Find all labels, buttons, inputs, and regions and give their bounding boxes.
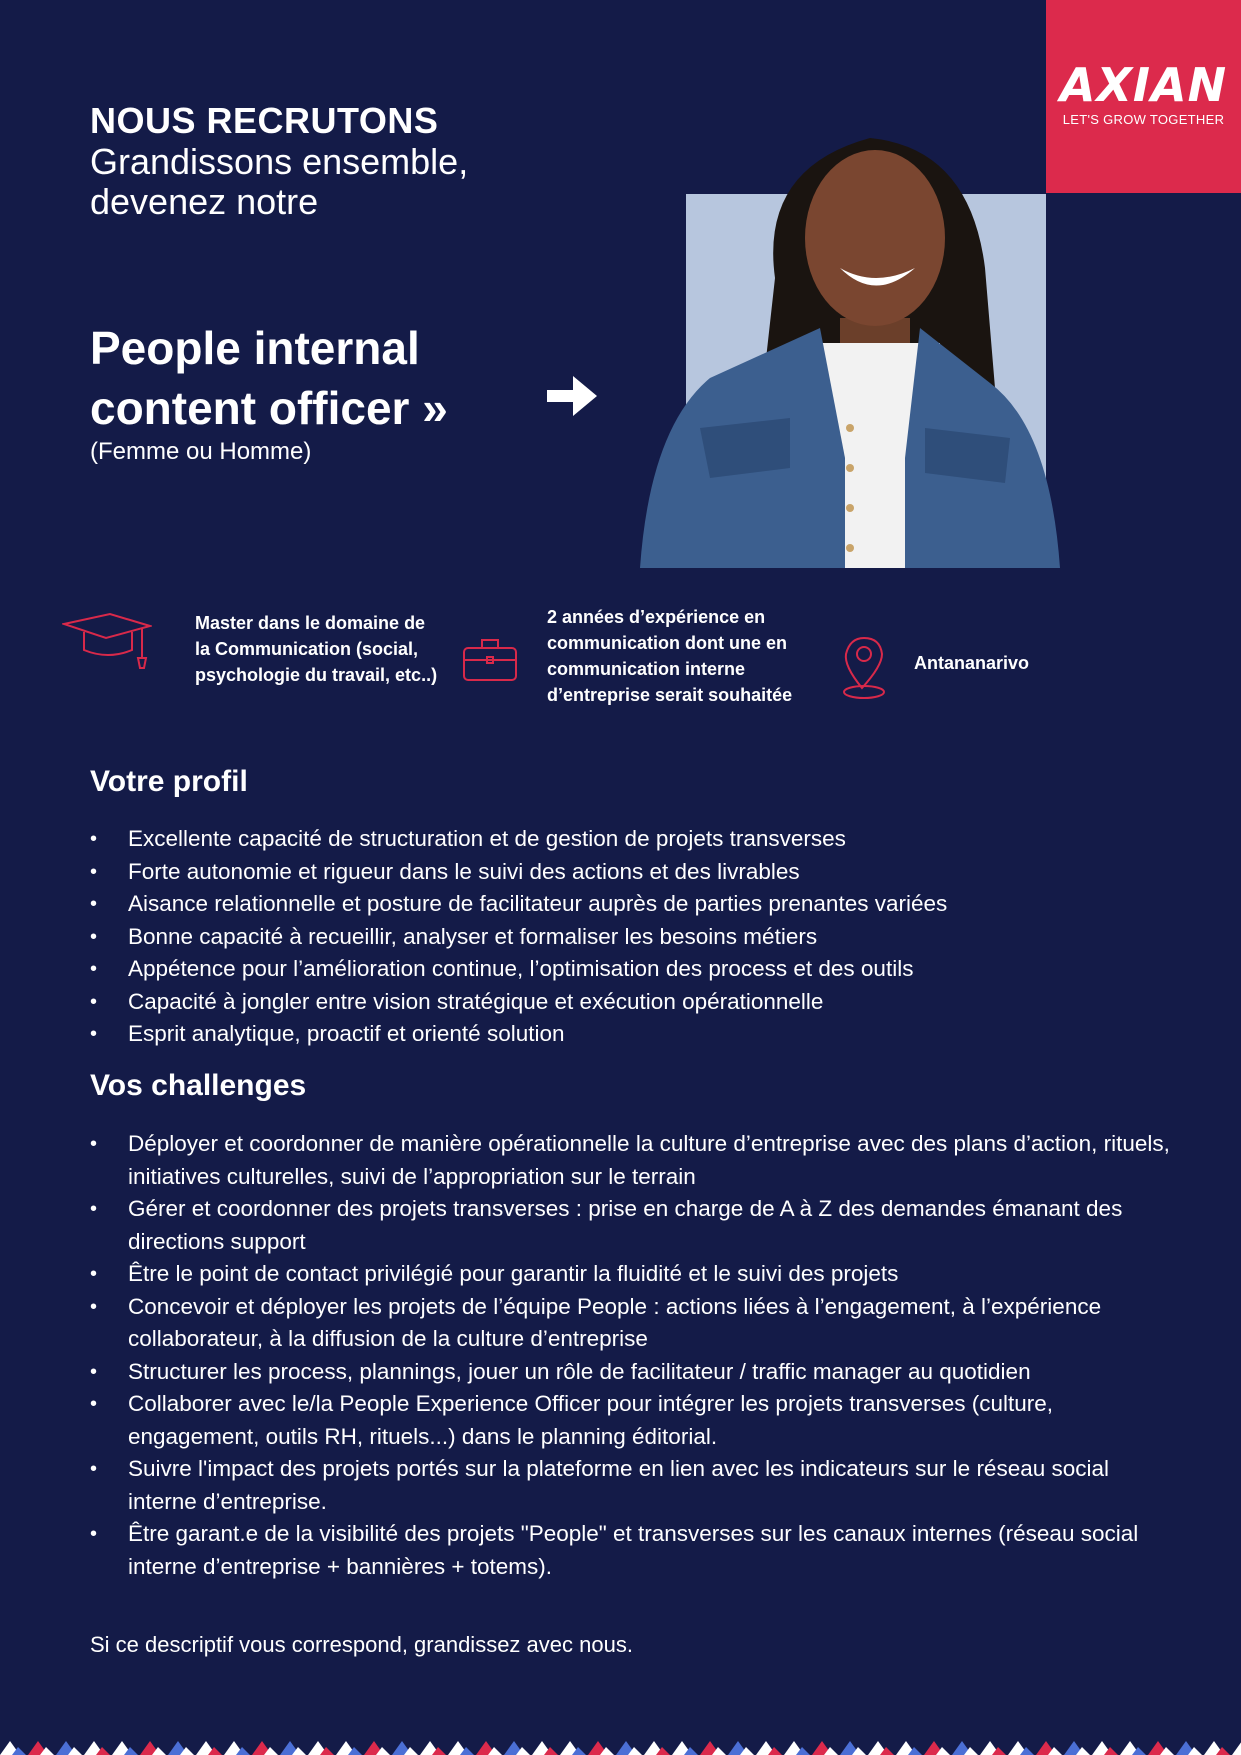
candidate-photo: [640, 128, 1060, 568]
requirement-education: [62, 610, 445, 688]
tagline: [90, 142, 570, 222]
job-title-line-2: content officer »: [90, 382, 448, 434]
logo-wordmark: AXIAN: [1059, 58, 1228, 112]
requirement-location-text: Antananarivo: [914, 653, 1030, 673]
profile-title: Votre profil: [90, 765, 248, 798]
requirement-location: [838, 636, 1029, 702]
brand-logo: [1046, 0, 1241, 193]
requirement-experience: [460, 604, 817, 708]
list-item: • Déployer et coordonner de manière opérationnelle la culture d’entreprise avec des plans d’action, rituels, initiatives culturelles, suivi de l’appropriation sur le terrain: [90, 1128, 1170, 1193]
list-item: • Suivre l'impact des projets portés sur la plateforme en lien avec les indicateurs sur le réseau social interne d’entreprise.: [90, 1453, 1170, 1518]
arrow-right-icon: [545, 372, 599, 420]
gender-note: (Femme ou Homme): [90, 438, 312, 465]
requirement-experience-text: 2 années d’expérience en communication dont une en communication interne d’entreprise serait souhaitée: [547, 607, 793, 705]
list-item: • Gérer et coordonner des projets transverses : prise en charge de A à Z des demandes émanant des directions support: [90, 1193, 1170, 1258]
tagline-line-2: devenez notre: [90, 181, 319, 222]
decorative-pattern: [0, 1733, 1241, 1755]
job-title-line-1: People internal: [90, 322, 420, 374]
list-item: • Être garant.e de la visibilité des projets "People" et transverses sur les canaux internes (réseau social interne d’entreprise + bannières + totems).: [90, 1518, 1170, 1583]
list-item: • Capacité à jongler entre vision stratégique et exécution opérationnelle: [90, 986, 1170, 1019]
hiring-heading: NOUS RECRUTONS: [90, 100, 439, 141]
profile-list: [90, 823, 1170, 1051]
list-item: • Bonne capacité à recueillir, analyser et formaliser les besoins métiers: [90, 921, 1170, 954]
list-item: • Appétence pour l’amélioration continue, l’optimisation des process et des outils: [90, 953, 1170, 986]
closing-text: Si ce descriptif vous correspond, grandissez avec nous.: [90, 1632, 633, 1657]
briefcase-icon: [460, 604, 520, 684]
pattern-shape: [1232, 1741, 1241, 1755]
list-item: • Esprit analytique, proactif et orienté solution: [90, 1018, 1170, 1051]
job-title: [90, 318, 570, 438]
location-pin-icon: [838, 636, 894, 702]
graduation-cap-icon: [62, 610, 152, 670]
list-item: • Collaborer avec le/la People Experience Officer pour intégrer les projets transverses (culture, engagement, outils RH, rituels...) dans le planning éditorial.: [90, 1388, 1170, 1453]
list-item: • Excellente capacité de structuration et de gestion de projets transverses: [90, 823, 1170, 856]
requirement-education-text: Master dans le domaine de la Communication (social, psychologie du travail, etc..): [195, 613, 438, 685]
tagline-line-1: Grandissons ensemble,: [90, 141, 469, 182]
challenges-title: Vos challenges: [90, 1069, 307, 1102]
list-item: • Structurer les process, plannings, jouer un rôle de facilitateur / traffic manager au quotidien: [90, 1356, 1170, 1389]
list-item: • Être le point de contact privilégié pour garantir la fluidité et le suivi des projets: [90, 1258, 1170, 1291]
list-item: • Aisance relationnelle et posture de facilitateur auprès de parties prenantes variées: [90, 888, 1170, 921]
logo-tagline: LET'S GROW TOGETHER: [1062, 112, 1225, 127]
list-item: • Concevoir et déployer les projets de l’équipe People : actions liées à l’engagement, à l’expérience collaborateur, à la diffusion de la culture d’entreprise: [90, 1291, 1170, 1356]
challenges-list: [90, 1128, 1170, 1583]
list-item: • Forte autonomie et rigueur dans le suivi des actions et des livrables: [90, 856, 1170, 889]
